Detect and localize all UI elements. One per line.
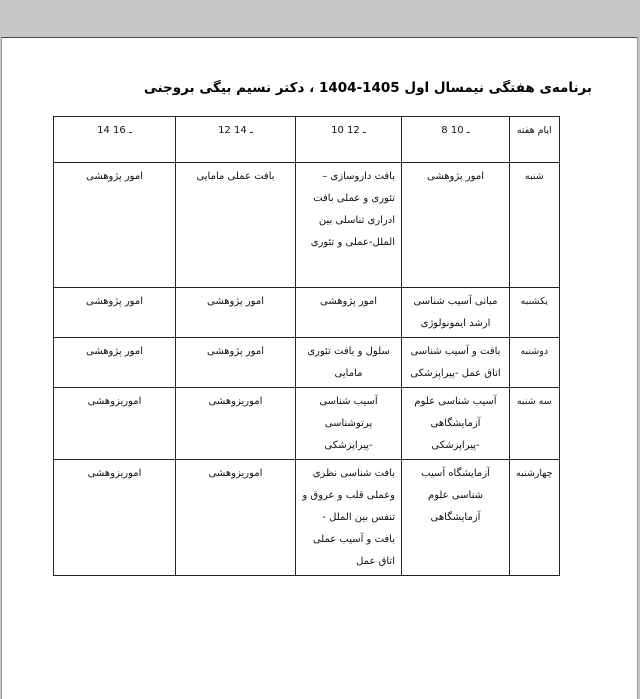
slot-cell: امور پژوهشی [402,163,510,288]
table-row-wednesday [54,460,560,576]
time-header-8-10: 8 ـ 10 [402,117,510,163]
slot-cell: بافت عملی مامایی [176,163,296,288]
viewer-toolbar [0,0,640,37]
table-row-monday [54,338,560,388]
slot-cell: اموریزوهشی [176,460,296,576]
slot-cell: اموریزوهشی [54,460,176,576]
slot-cell: آزمایشگاه آسیب شناسی علوم آزمایشگاهی [402,460,510,576]
slot-cell: امور پژوهشی [54,288,176,338]
day-cell-wednesday: چهارشنبه [510,460,560,576]
slot-cell: اموریزوهشی [176,388,296,460]
slot-cell: امور پژوهشی [296,288,402,338]
title-suffix: ، دکتر نسیم بیگی بروجنی [143,80,315,96]
slot-cell: امور پژوهشی [176,338,296,388]
day-header-cell: ایام هفته [510,117,560,163]
day-cell-monday: دوشنبه [510,338,560,388]
time-header-10-12: 10 ـ 12 [296,117,402,163]
slot-cell: آسیب شناسی پرتوشناسی -پیراپزشکی [296,388,402,460]
document-title [144,80,592,96]
slot-cell: آسیب شناسی علوم آزمایشگاهی -پیراپزشکی [402,388,510,460]
title-year: 1404-1405 [318,80,400,96]
slot-cell: اموریزوهشی [54,388,176,460]
time-header-12-14: 12 ـ 14 [176,117,296,163]
weekly-schedule-table [53,116,560,576]
slot-cell: امور پژوهشی [54,338,176,388]
table-row-saturday [54,163,560,288]
table-header-row [54,117,560,163]
table-row-tuesday [54,388,560,460]
day-cell-saturday: شنبه [510,163,560,288]
slot-cell: بافت شناسی نظری وعملی قلب و عروق و تنفس بین الملل - بافت و آسیب عملی اتاق عمل [296,460,402,576]
slot-cell: امور پژوهشی [176,288,296,338]
slot-cell: بافت و آسیب شناسی اتاق عمل -پیراپزشکی [402,338,510,388]
slot-cell: سلول و بافت تئوری مامایی [296,338,402,388]
title-prefix: برنامه‌ی هفتگی نیمسال اول [404,80,592,96]
day-cell-sunday: یکشنبه [510,288,560,338]
table-row-sunday [54,288,560,338]
slot-cell: مبانی آسیب شناسی ارشد ایمونولوژی [402,288,510,338]
slot-cell: بافت داروسازی – تئوری و عملی بافت ادراری تناسلی بین الملل-عملی و تئوری [296,163,402,288]
day-cell-tuesday: سه شنبه [510,388,560,460]
time-header-14-16: 14 ـ 16 [54,117,176,163]
slot-cell: امور پژوهشی [54,163,176,288]
